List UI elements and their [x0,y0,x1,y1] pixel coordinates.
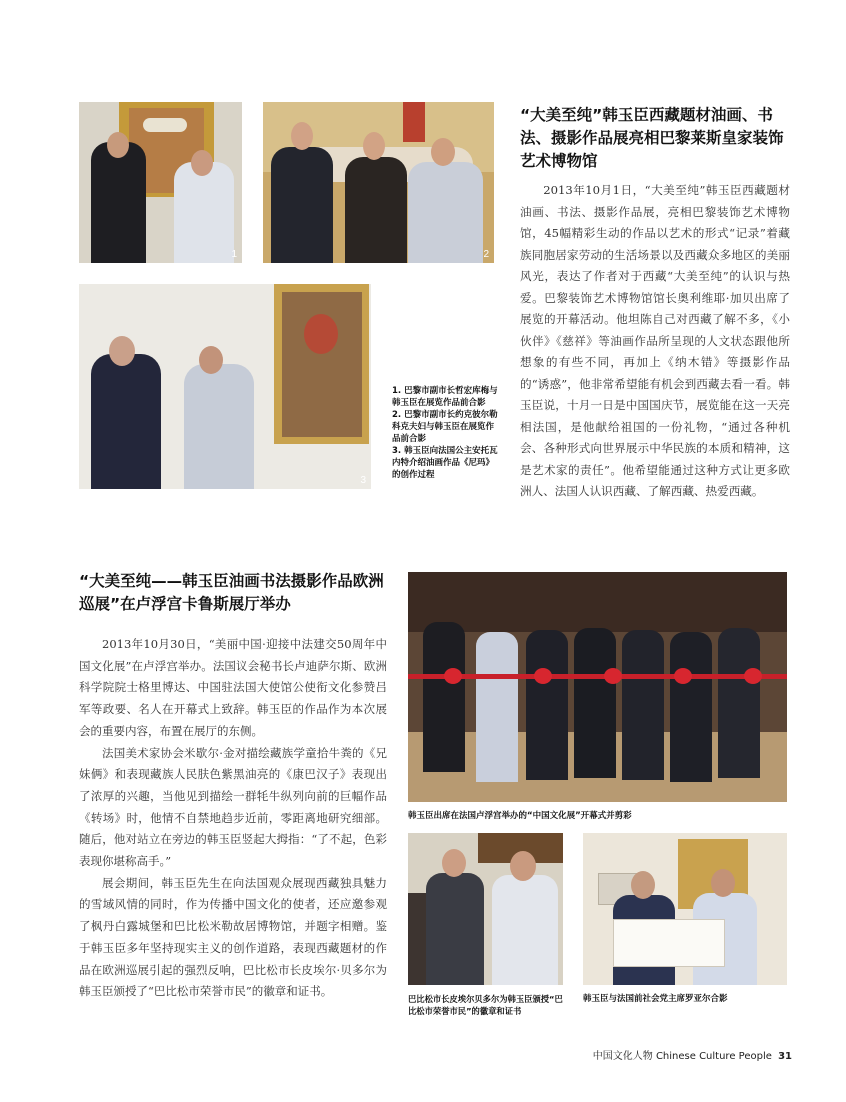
article2-paragraph: 法国美术家协会米歇尔·金对描绘藏族学童拾牛粪的《兄妹俩》和表现藏族人民肤色紫黑油亮的《康巴汉子》表现出了浓厚的兴趣，当他见到描绘一群牦牛纵列向前的巨幅作品《转场》时，他情不自禁地趋步近前，零距离地研究细部。随后，他对站立在旁边的韩玉臣竖起大拇指：“了不起，色彩表现你堪称高手。” [79,745,387,869]
photo-medal [408,833,563,985]
article1-title: “大美至纯”韩玉臣西藏题材油画、书法、摄影作品展亮相巴黎莱斯皇家装饰艺术博物馆 [520,106,784,170]
caption-2: 2. 巴黎市副市长约克彼尔勒科克夫妇与韩玉臣在展览作品前合影 [392,410,498,444]
article2-title: “大美至纯——韩玉臣油画书法摄影作品欧洲巡展”在卢浮宫卡鲁斯展厅举办 [79,572,384,613]
photo-3 [79,284,371,489]
photo-2 [263,102,494,263]
photo-number: 2 [483,249,489,260]
photo-captions [392,385,500,481]
photo-number: 3 [360,475,366,486]
caption-1: 1. 巴黎市副市长哲宏库梅与韩玉臣在展览作品前合影 [392,386,498,408]
photo-1 [79,102,242,263]
page-number: 31 [778,1051,792,1062]
article1-body [520,180,790,503]
article2-body [79,634,387,1003]
article1-paragraph: 2013年10月1日，“大美至纯”韩玉臣西藏题材油画、书法、摄影作品展，亮相巴黎装饰艺术博物馆，45幅精彩生动的作品以艺术的形式“记录”着藏族同胞居家劳动的生活场景以及西藏众多地区的美丽风光，表达了作者对于西藏“大美至纯”的认识与热爱。巴黎装饰艺术博物馆馆长奥利维耶·加贝出席了展览的开幕活动。他坦陈自己对西藏了解不多，《小伙伴》《慈祥》等油画作品所呈现的人文状态跟他所想象的有些不同，再加上《纳木错》等摄影作品的“诱惑”，他非常希望能有机会到西藏去看一看。韩玉臣说，十月一日是中国国庆节，展览能在这一天亮相法国，是他献给祖国的一份礼物，“通过各种机会、各种形式向世界展示中华民族的本质和精神，这是艺术家的责任”。他希望能通过这种方式让更多欧洲人、法国人认识西藏、了解西藏、热爱西藏。 [520,183,790,498]
caption-medal: 巴比松市长皮埃尔贝多尔为韩玉臣颁授“巴比松市荣誉市民”的徽章和证书 [408,994,563,1016]
magazine-name: 中国文化人物 Chinese Culture People [592,1051,772,1062]
article2-paragraph: 展会期间，韩玉臣先生在向法国观众展现西藏独具魅力的雪域风情的同时，作为传播中国文化的使者，还应邀参观了枫丹白露城堡和巴比松米勒故居博物馆，并题字相赠。鉴于韩玉臣多年坚持现实主义的创作道路，表现西藏题材的作品在欧洲巡展引起的强烈反响，巴比松市长皮埃尔·贝多尔为韩玉臣颁授了“巴比松市荣誉市民”的徽章和证书。 [79,875,387,999]
photo-ribbon-cutting [408,572,787,802]
page-footer [560,1047,792,1062]
photo-number: 1 [231,249,237,260]
caption-with-royal: 韩玉臣与法国前社会党主席罗亚尔合影 [583,994,728,1004]
caption-3: 3. 韩玉臣向法国公主安托瓦内特介绍油画作品《尼玛》的创作过程 [392,446,498,480]
article2-paragraph: 2013年10月30日，“美丽中国·迎接中法建交50周年中国文化展”在卢浮宫举办。法国议会秘书长卢迪萨尔斯、欧洲科学院院士格里博达、中国驻法国大使馆公使衔文化参赞吕军等政要、名人在开幕式上致辞。韩玉臣的作品作为本次展会的重要内容，布置在展厅的东侧。 [79,637,387,738]
photo-with-royal [583,833,787,985]
caption-ribbon-cutting: 韩玉臣出席在法国卢浮宫举办的“中国文化展”开幕式并剪彩 [408,811,632,821]
